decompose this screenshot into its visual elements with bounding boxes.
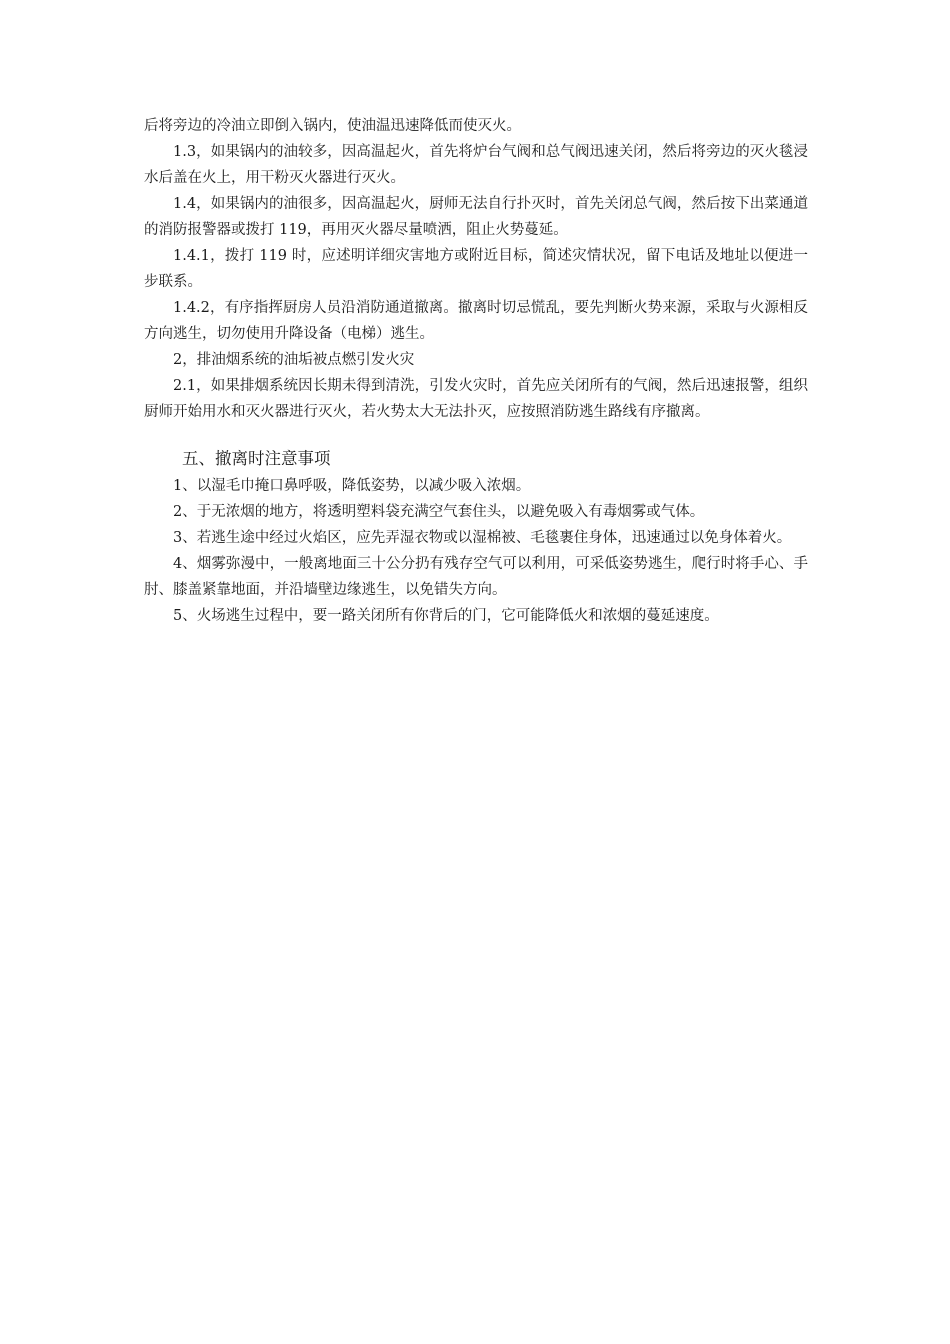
- list-item: 5、火场逃生过程中，要一路关闭所有你背后的门，它可能降低火和浓烟的蔓延速度。: [173, 608, 719, 624]
- paragraph-continuation: 后将旁边的冷油立即倒入锅内，使油温迅速降低而使灭火。: [144, 118, 521, 134]
- paragraph-2: 2，排油烟系统的油垢被点燃引发火灾: [173, 352, 415, 368]
- paragraph-1-3: 1.3，如果锅内的油较多，因高温起火，首先将炉台气阀和总气阀迅速关闭，然后将旁边的灭火毯浸水后盖在火上，用干粉灭火器进行灭火。: [144, 144, 808, 186]
- list-item: 3、若逃生途中经过火焰区，应先弄湿衣物或以湿棉被、毛毯裹住身体，迅速通过以免身体着火。: [173, 530, 792, 546]
- list-item: 1、以湿毛巾掩口鼻呼吸，降低姿势，以减少吸入浓烟。: [173, 478, 531, 494]
- list-item: 4、烟雾弥漫中，一般离地面三十公分扔有残存空气可以利用，可采低姿势逃生，爬行时将手心、手肘、膝盖紧靠地面，并沿墙壁边缘逃生，以免错失方向。: [144, 556, 808, 598]
- list-item: 2、于无浓烟的地方，将透明塑料袋充满空气套住头，以避免吸入有毒烟雾或气体。: [173, 504, 705, 520]
- document-body: [144, 113, 808, 629]
- paragraph-2-1: 2.1，如果排烟系统因长期未得到清洗，引发火灾时，首先应关闭所有的气阀，然后迅速报警，组织厨师开始用水和灭火器进行灭火，若火势太大无法扑灭，应按照消防逃生路线有序撤离。: [144, 378, 808, 420]
- paragraph-1-4-2: 1.4.2，有序指挥厨房人员沿消防通道撤离。撤离时切忌慌乱，要先判断火势来源，采取与火源相反方向逃生，切勿使用升降设备（电梯）逃生。: [144, 300, 808, 342]
- paragraph-1-4-1: 1.4.1，拨打 119 时，应述明详细灾害地方或附近目标，简述灾情状况，留下电话及地址以便进一步联系。: [144, 248, 808, 290]
- section-heading-evacuation: 五、撤离时注意事项: [182, 449, 331, 468]
- paragraph-1-4: 1.4，如果锅内的油很多，因高温起火，厨师无法自行扑灭时，首先关闭总气阀，然后按下出菜通道的消防报警器或拨打 119，再用灭火器尽量喷洒，阻止火势蔓延。: [144, 196, 808, 238]
